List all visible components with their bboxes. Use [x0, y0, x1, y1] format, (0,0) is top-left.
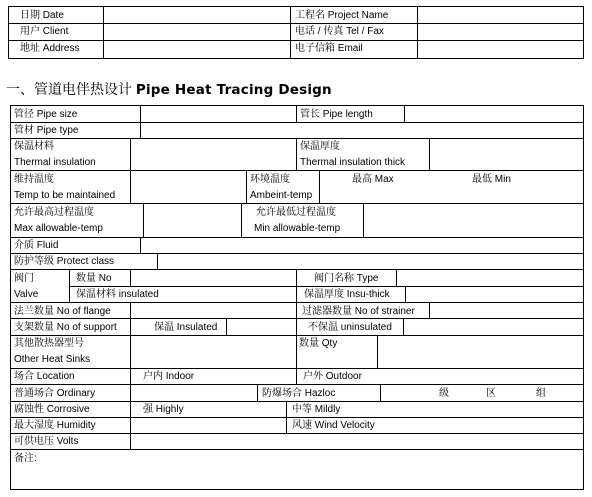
email-field[interactable] [418, 41, 583, 58]
heat-sinks-field[interactable] [131, 336, 295, 368]
maintain-temp-label-cn: 维持温度 [14, 174, 54, 185]
thermal-insulation-label-en: Thermal insulation [14, 157, 96, 168]
header-divider [290, 6, 291, 59]
valve-qty-label: 数量 No [76, 273, 112, 284]
min-process-temp-label-cn: 允许最低过程温度 [256, 207, 336, 218]
form-divider [380, 384, 381, 401]
insulation-thick-label-en: Thermal insulation thick [300, 157, 406, 168]
maintain-temp-field[interactable] [131, 171, 245, 203]
valve-insu-thick-label: 保温厚度 Insu-thick [304, 289, 390, 300]
flange-no-field[interactable] [131, 303, 295, 318]
grade-label: 级 [439, 388, 449, 399]
zone-label: 区 [486, 388, 496, 399]
form-divider [241, 203, 242, 237]
fluid-label: 介质 Fluid [14, 240, 59, 251]
support-uninsulated-label: 不保温 uninsulated [308, 322, 392, 333]
form-divider [130, 318, 131, 335]
form-divider [10, 401, 584, 402]
corrosive-label: 腐蚀性 Corrosive [14, 404, 90, 415]
thermal-insulation-label-cn: 保温材料 [14, 141, 54, 152]
valve-insu-thick-field[interactable] [406, 287, 583, 302]
group-label: 组 [536, 388, 546, 399]
tel-fax-field[interactable] [418, 24, 583, 40]
heat-sinks-qty-label: 数量 Qty [299, 338, 338, 349]
ambient-max-label: 最高 Max [352, 174, 394, 185]
strainer-no-label: 过滤器数量 No of strainer [302, 306, 415, 317]
client-label: 用户 Client [20, 26, 69, 37]
strainer-no-field[interactable] [430, 303, 583, 318]
protect-class-field[interactable] [158, 254, 583, 269]
heat-sinks-label-cn: 其他散热器型号 [14, 338, 84, 349]
form-divider [296, 335, 297, 368]
form-divider [130, 368, 131, 384]
mildly-label: 中等 Mildly [292, 404, 341, 415]
pipe-type-field[interactable] [141, 123, 583, 138]
date-label: 日期 Date [20, 10, 64, 21]
pipe-size-field[interactable] [141, 106, 295, 122]
support-uninsulated-field[interactable] [404, 319, 583, 335]
max-process-temp-label-en: Max allowable-temp [14, 223, 103, 234]
indoor-label: 户内 Indoor [143, 371, 195, 382]
support-insulated-field[interactable] [227, 319, 295, 335]
highly-label: 强 Highly [143, 404, 184, 415]
support-insulated-label: 保温 Insulated [154, 322, 218, 333]
ambient-temp-label-en: Ambeint-temp [250, 190, 313, 201]
form-divider [296, 138, 297, 170]
section-title-en: Pipe Heat Tracing Design [135, 82, 332, 98]
client-field[interactable] [104, 24, 289, 40]
support-no-label: 支架数量 No of support [14, 322, 117, 333]
maintain-temp-label-en: Temp to be maintained [14, 190, 116, 201]
section-title [6, 80, 332, 99]
humidity-label: 最大湿度 Humidity [14, 420, 96, 431]
min-process-temp-field[interactable] [364, 204, 583, 237]
ordinary-label: 普通场合 Ordinary [14, 388, 96, 399]
heat-sinks-label-en: Other Heat Sinks [14, 354, 91, 365]
heat-sinks-qty-field[interactable] [378, 336, 583, 368]
form-divider [286, 401, 287, 417]
pipe-size-label: 管径 Pipe size [14, 109, 78, 120]
address-label: 地址 Address [20, 43, 80, 54]
address-field[interactable] [104, 41, 289, 58]
tel-fax-label: 电话 / 传真 Tel / Fax [295, 26, 384, 37]
form-divider [10, 449, 584, 450]
valve-type-field[interactable] [397, 270, 583, 286]
form-divider [10, 170, 584, 171]
valve-label-cn: 阀门 [14, 273, 34, 284]
thermal-insulation-field[interactable] [131, 139, 295, 170]
form-divider [296, 368, 297, 384]
form-divider [130, 384, 131, 401]
ambient-temp-label-cn: 环境温度 [250, 174, 290, 185]
wind-velocity-field[interactable] [390, 418, 583, 433]
form-divider [296, 269, 297, 302]
valve-type-label: 阀门名称 Type [314, 273, 379, 284]
remarks-field[interactable] [11, 466, 583, 489]
form-divider [10, 384, 584, 385]
volts-field[interactable] [131, 434, 583, 449]
pipe-type-label: 管材 Pipe type [14, 125, 79, 136]
form-divider [296, 302, 297, 318]
location-label: 场合 Location [14, 371, 75, 382]
wind-velocity-label: 风速 Wind Velocity [292, 420, 375, 431]
insulation-thick-label-cn: 保温厚度 [300, 141, 340, 152]
form-divider [246, 170, 247, 203]
valve-label-en: Valve [14, 289, 39, 300]
valve-insulated-label: 保温材料 insulated [76, 289, 159, 300]
protect-class-label: 防护等级 Protect class [14, 256, 115, 267]
date-field[interactable] [104, 7, 289, 23]
form-divider [130, 401, 131, 417]
min-process-temp-label-en: Min allowable-temp [254, 223, 341, 234]
form-divider [286, 417, 287, 433]
humidity-field[interactable] [131, 418, 285, 433]
ambient-temp-field[interactable] [320, 187, 583, 203]
project-name-label: 工程名 Project Name [295, 10, 389, 21]
max-process-temp-field[interactable] [144, 204, 240, 237]
valve-qty-field[interactable] [131, 270, 295, 286]
pipe-length-label: 管长 Pipe length [300, 109, 373, 120]
flange-no-label: 法兰数量 No of flange [14, 306, 111, 317]
fluid-field[interactable] [141, 238, 583, 253]
hazloc-label: 防爆场合 Hazloc [262, 388, 336, 399]
form-divider [296, 318, 297, 335]
form-divider [69, 269, 70, 302]
form-divider [10, 368, 584, 369]
ambient-min-label: 最低 Min [472, 174, 511, 185]
form-divider [257, 384, 258, 401]
pipe-length-field[interactable] [405, 106, 583, 122]
email-label: 电子信箱 Email [295, 43, 363, 54]
insulation-thick-field[interactable] [430, 139, 583, 170]
volts-label: 可供电压 Volts [14, 436, 79, 447]
outdoor-label: 户外 Outdoor [303, 371, 362, 382]
section-title-cn: 一、管道电伴热设计 [6, 81, 136, 97]
form-divider [296, 105, 297, 122]
max-process-temp-label-cn: 允许最高过程温度 [14, 207, 94, 218]
project-name-field[interactable] [418, 7, 583, 23]
remarks-label: 备注: [14, 453, 37, 464]
